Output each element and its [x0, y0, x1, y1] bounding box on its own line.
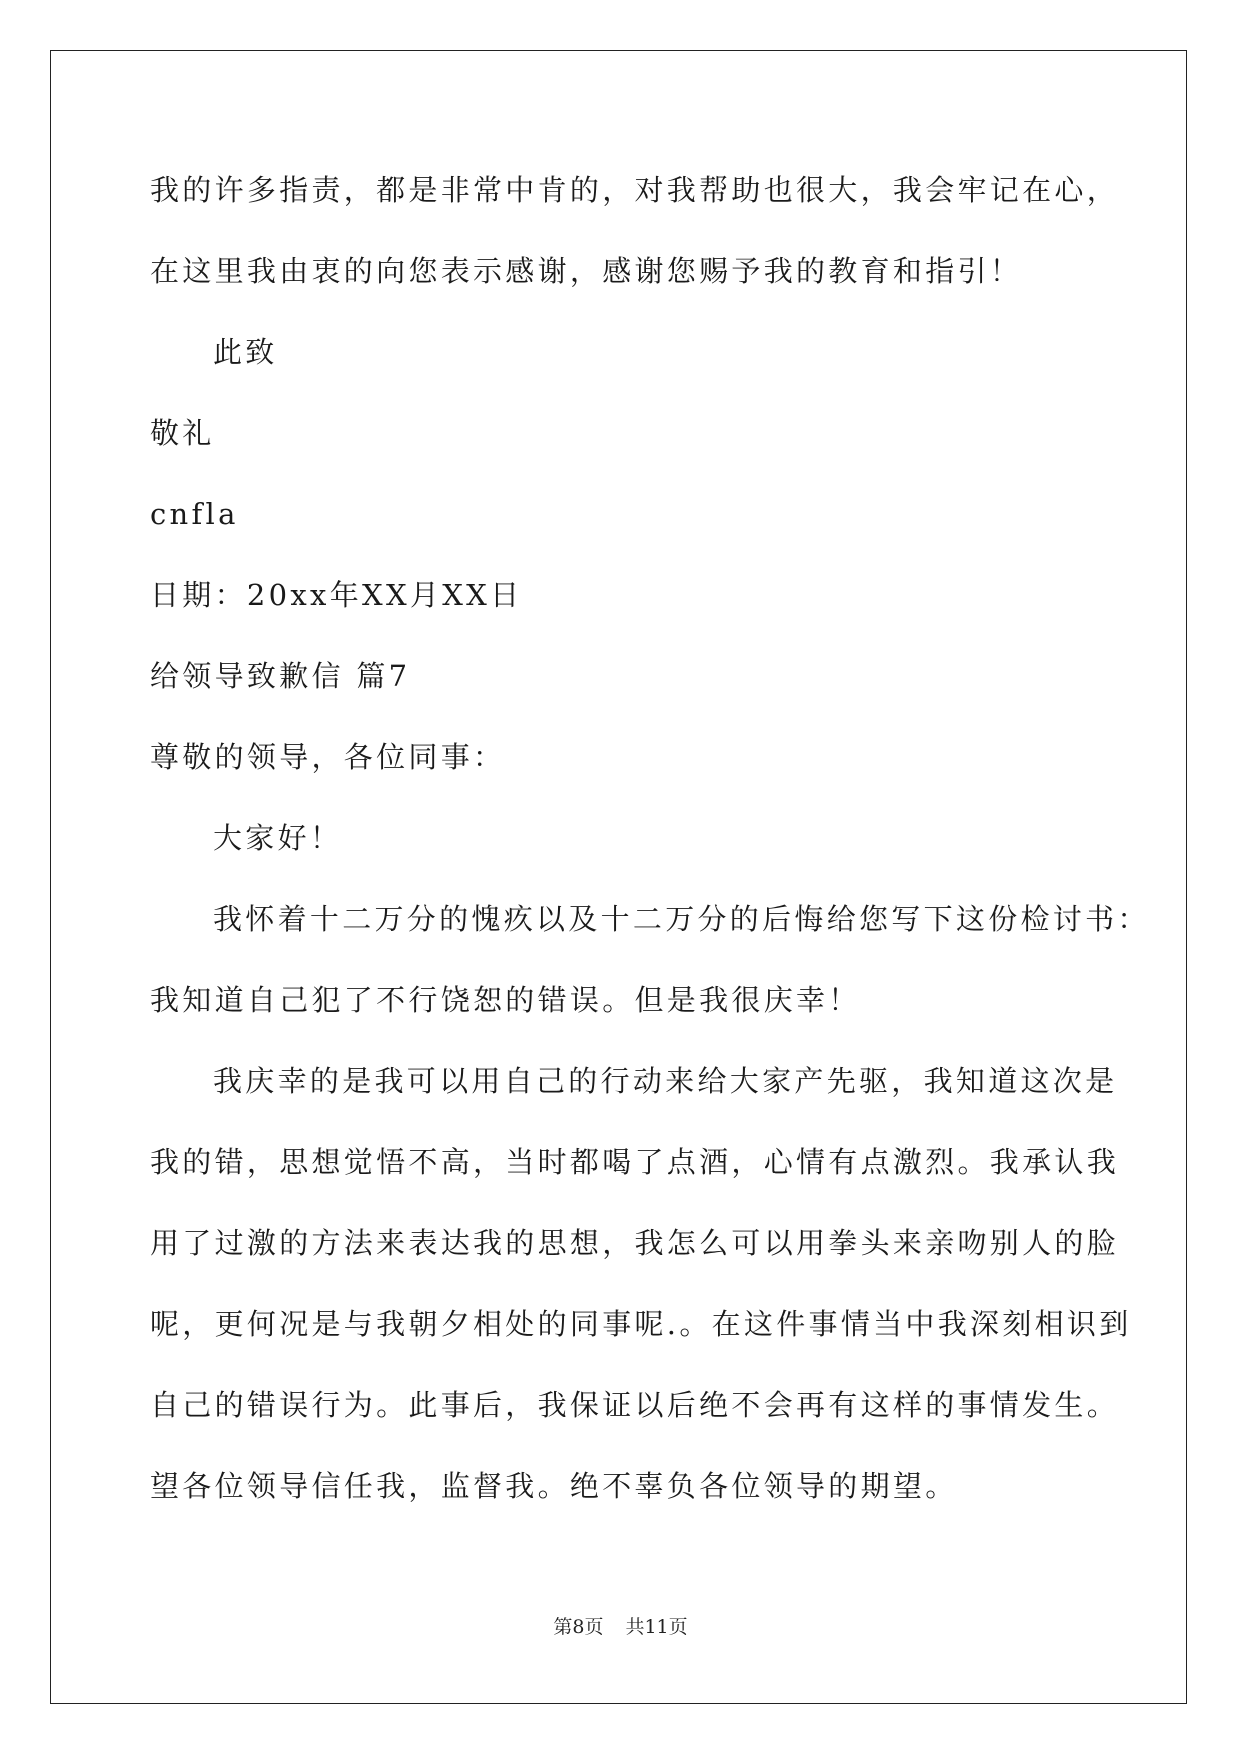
- text-line: 我的许多指责，都是非常中肯的，对我帮助也很大，我会牢记在心，: [150, 173, 1120, 207]
- section-title: 给领导致歉信 篇7: [150, 659, 411, 693]
- text-line: 我庆幸的是我可以用自己的行动来给大家产先驱，我知道这次是: [213, 1064, 1118, 1098]
- text-line: 在这里我由衷的向您表示感谢，感谢您赐予我的教育和指引！: [150, 254, 1023, 288]
- page-footer: [0, 1612, 1241, 1639]
- page-border: [50, 50, 1187, 1704]
- greeting-hello: 大家好！: [213, 821, 343, 855]
- text-line: 望各位领导信任我，监督我。绝不辜负各位领导的期望。: [150, 1469, 958, 1503]
- date-line: 日期：20xx年XX月XX日: [150, 578, 523, 612]
- signature: cnfla: [150, 497, 239, 531]
- page-total: 共11页: [625, 1616, 688, 1638]
- text-line: 呢，更何况是与我朝夕相处的同事呢.。在这件事情当中我深刻相识到: [150, 1307, 1132, 1341]
- text-line: 我的错，思想觉悟不高，当时都喝了点酒，心情有点激烈。我承认我: [150, 1145, 1120, 1179]
- text-line: 我知道自己犯了不行饶恕的错误。但是我很庆幸！: [150, 983, 861, 1017]
- closing-regards: 敬礼: [150, 416, 215, 450]
- text-line: 我怀着十二万分的愧疚以及十二万分的后悔给您写下这份检讨书：: [213, 902, 1150, 936]
- text-line: 自己的错误行为。此事后，我保证以后绝不会再有这样的事情发生。: [150, 1388, 1120, 1422]
- page-number: 第8页: [553, 1616, 604, 1638]
- closing-salutation: 此致: [213, 335, 278, 369]
- text-line: 用了过激的方法来表达我的思想，我怎么可以用拳头来亲吻别人的脸: [150, 1226, 1120, 1260]
- greeting: 尊敬的领导，各位同事：: [150, 740, 506, 774]
